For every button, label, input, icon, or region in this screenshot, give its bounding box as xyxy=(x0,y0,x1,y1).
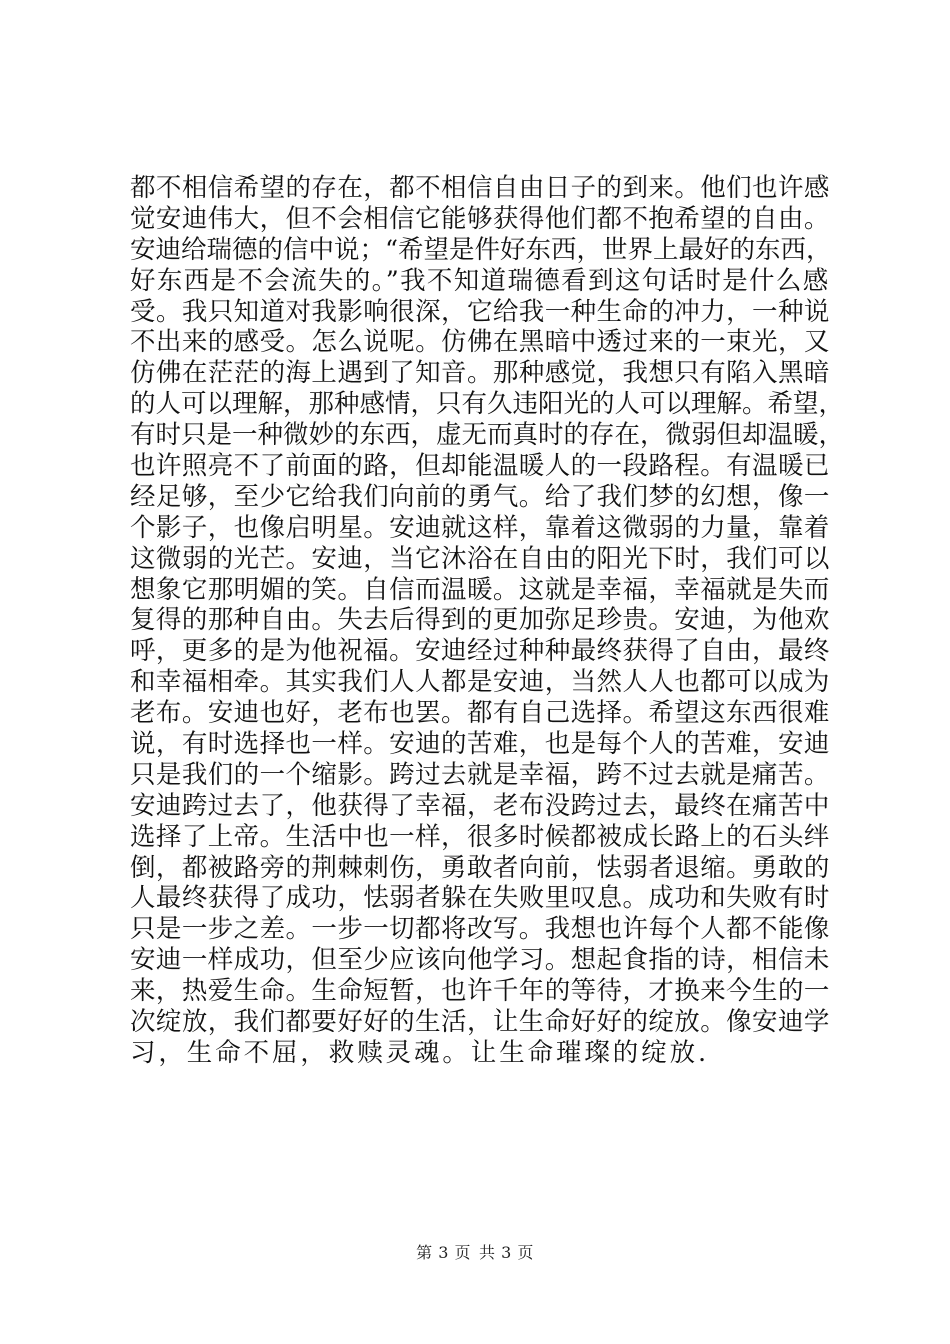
text-line: 复得的那种自由。失去后得到的更加弥足珍贵。安迪，为他欢 xyxy=(130,605,830,636)
text-line: 想象它那明媚的笑。自信而温暖。这就是幸福，幸福就是失而 xyxy=(130,574,830,605)
text-line: 有时只是一种微妙的东西，虚无而真时的存在，微弱但却温暖， xyxy=(130,420,845,451)
text-line: 和幸福相牵。其实我们人人都是安迪，当然人人也都可以成为 xyxy=(130,667,830,698)
page-number-total: 共 3 页 xyxy=(479,1243,534,1262)
text-line: 呼，更多的是为他祝福。安迪经过种种最终获得了自由，最终 xyxy=(130,636,830,667)
text-line: 倒，都被路旁的荆棘刺伤，勇敢者向前，怯弱者退缩。勇敢的 xyxy=(130,852,830,883)
text-line: 人最终获得了成功，怯弱者躲在失败里叹息。成功和失败有时 xyxy=(130,883,830,914)
text-line: 个影子，也像启明星。安迪就这样，靠着这微弱的力量，靠着 xyxy=(130,512,830,543)
text-line: 选择了上帝。生活中也一样，很多时候都被成长路上的石头绊 xyxy=(130,821,830,852)
page-number-current: 第 3 页 xyxy=(416,1243,471,1262)
text-line: 安迪跨过去了，他获得了幸福，老布没跨过去，最终在痛苦中 xyxy=(130,790,830,821)
text-line: 觉安迪伟大，但不会相信它能够获得他们都不抱希望的自由。 xyxy=(130,203,830,234)
text-line: 只是一步之差。一步一切都将改写。我想也许每个人都不能像 xyxy=(130,914,830,945)
text-line: 不出来的感受。怎么说呢。仿佛在黑暗中透过来的一束光，又 xyxy=(130,327,830,358)
text-line: 说，有时选择也一样。安迪的苦难，也是每个人的苦难，安迪 xyxy=(130,729,830,760)
text-line: 受。我只知道对我影响很深，它给我一种生命的冲力，一种说 xyxy=(130,296,830,327)
text-line: 来，热爱生命。生命短暂，也许千年的等待，才换来今生的一 xyxy=(130,976,830,1007)
text-line: 安迪一样成功，但至少应该向他学习。想起食指的诗，相信未 xyxy=(130,945,830,976)
body-text xyxy=(130,173,845,1069)
text-line: 都不相信希望的存在，都不相信自由日子的到来。他们也许感 xyxy=(130,173,830,203)
text-line: 次绽放，我们都要好好的生活，让生命好好的绽放。像安迪学 xyxy=(130,1007,830,1038)
text-line: 也许照亮不了前面的路，但却能温暖人的一段路程。有温暖已 xyxy=(130,451,830,482)
text-line: 老布。安迪也好，老布也罢。都有自己选择。希望这东西很难 xyxy=(130,698,830,729)
text-line: 仿佛在茫茫的海上遇到了知音。那种感觉，我想只有陷入黑暗 xyxy=(130,358,830,389)
text-line: 安迪给瑞德的信中说；“希望是件好东西，世界上最好的东西， xyxy=(130,234,832,265)
text-line: 这微弱的光芒。安迪，当它沐浴在自由的阳光下时，我们可以 xyxy=(130,543,830,574)
text-line: 好东西是不会流失的。”我不知道瑞德看到这句话时是什么感 xyxy=(130,265,830,296)
text-line: 经足够，至少它给我们向前的勇气。给了我们梦的幻想，像一 xyxy=(130,481,830,512)
text-line: 习，生命不屈，救赎灵魂。让生命璀璨的绽放. xyxy=(130,1037,710,1068)
text-line: 的人可以理解，那种感情，只有久违阳光的人可以理解。希望， xyxy=(130,389,845,420)
page-footer xyxy=(0,1243,950,1263)
text-line: 只是我们的一个缩影。跨过去就是幸福，跨不过去就是痛苦。 xyxy=(130,759,830,790)
